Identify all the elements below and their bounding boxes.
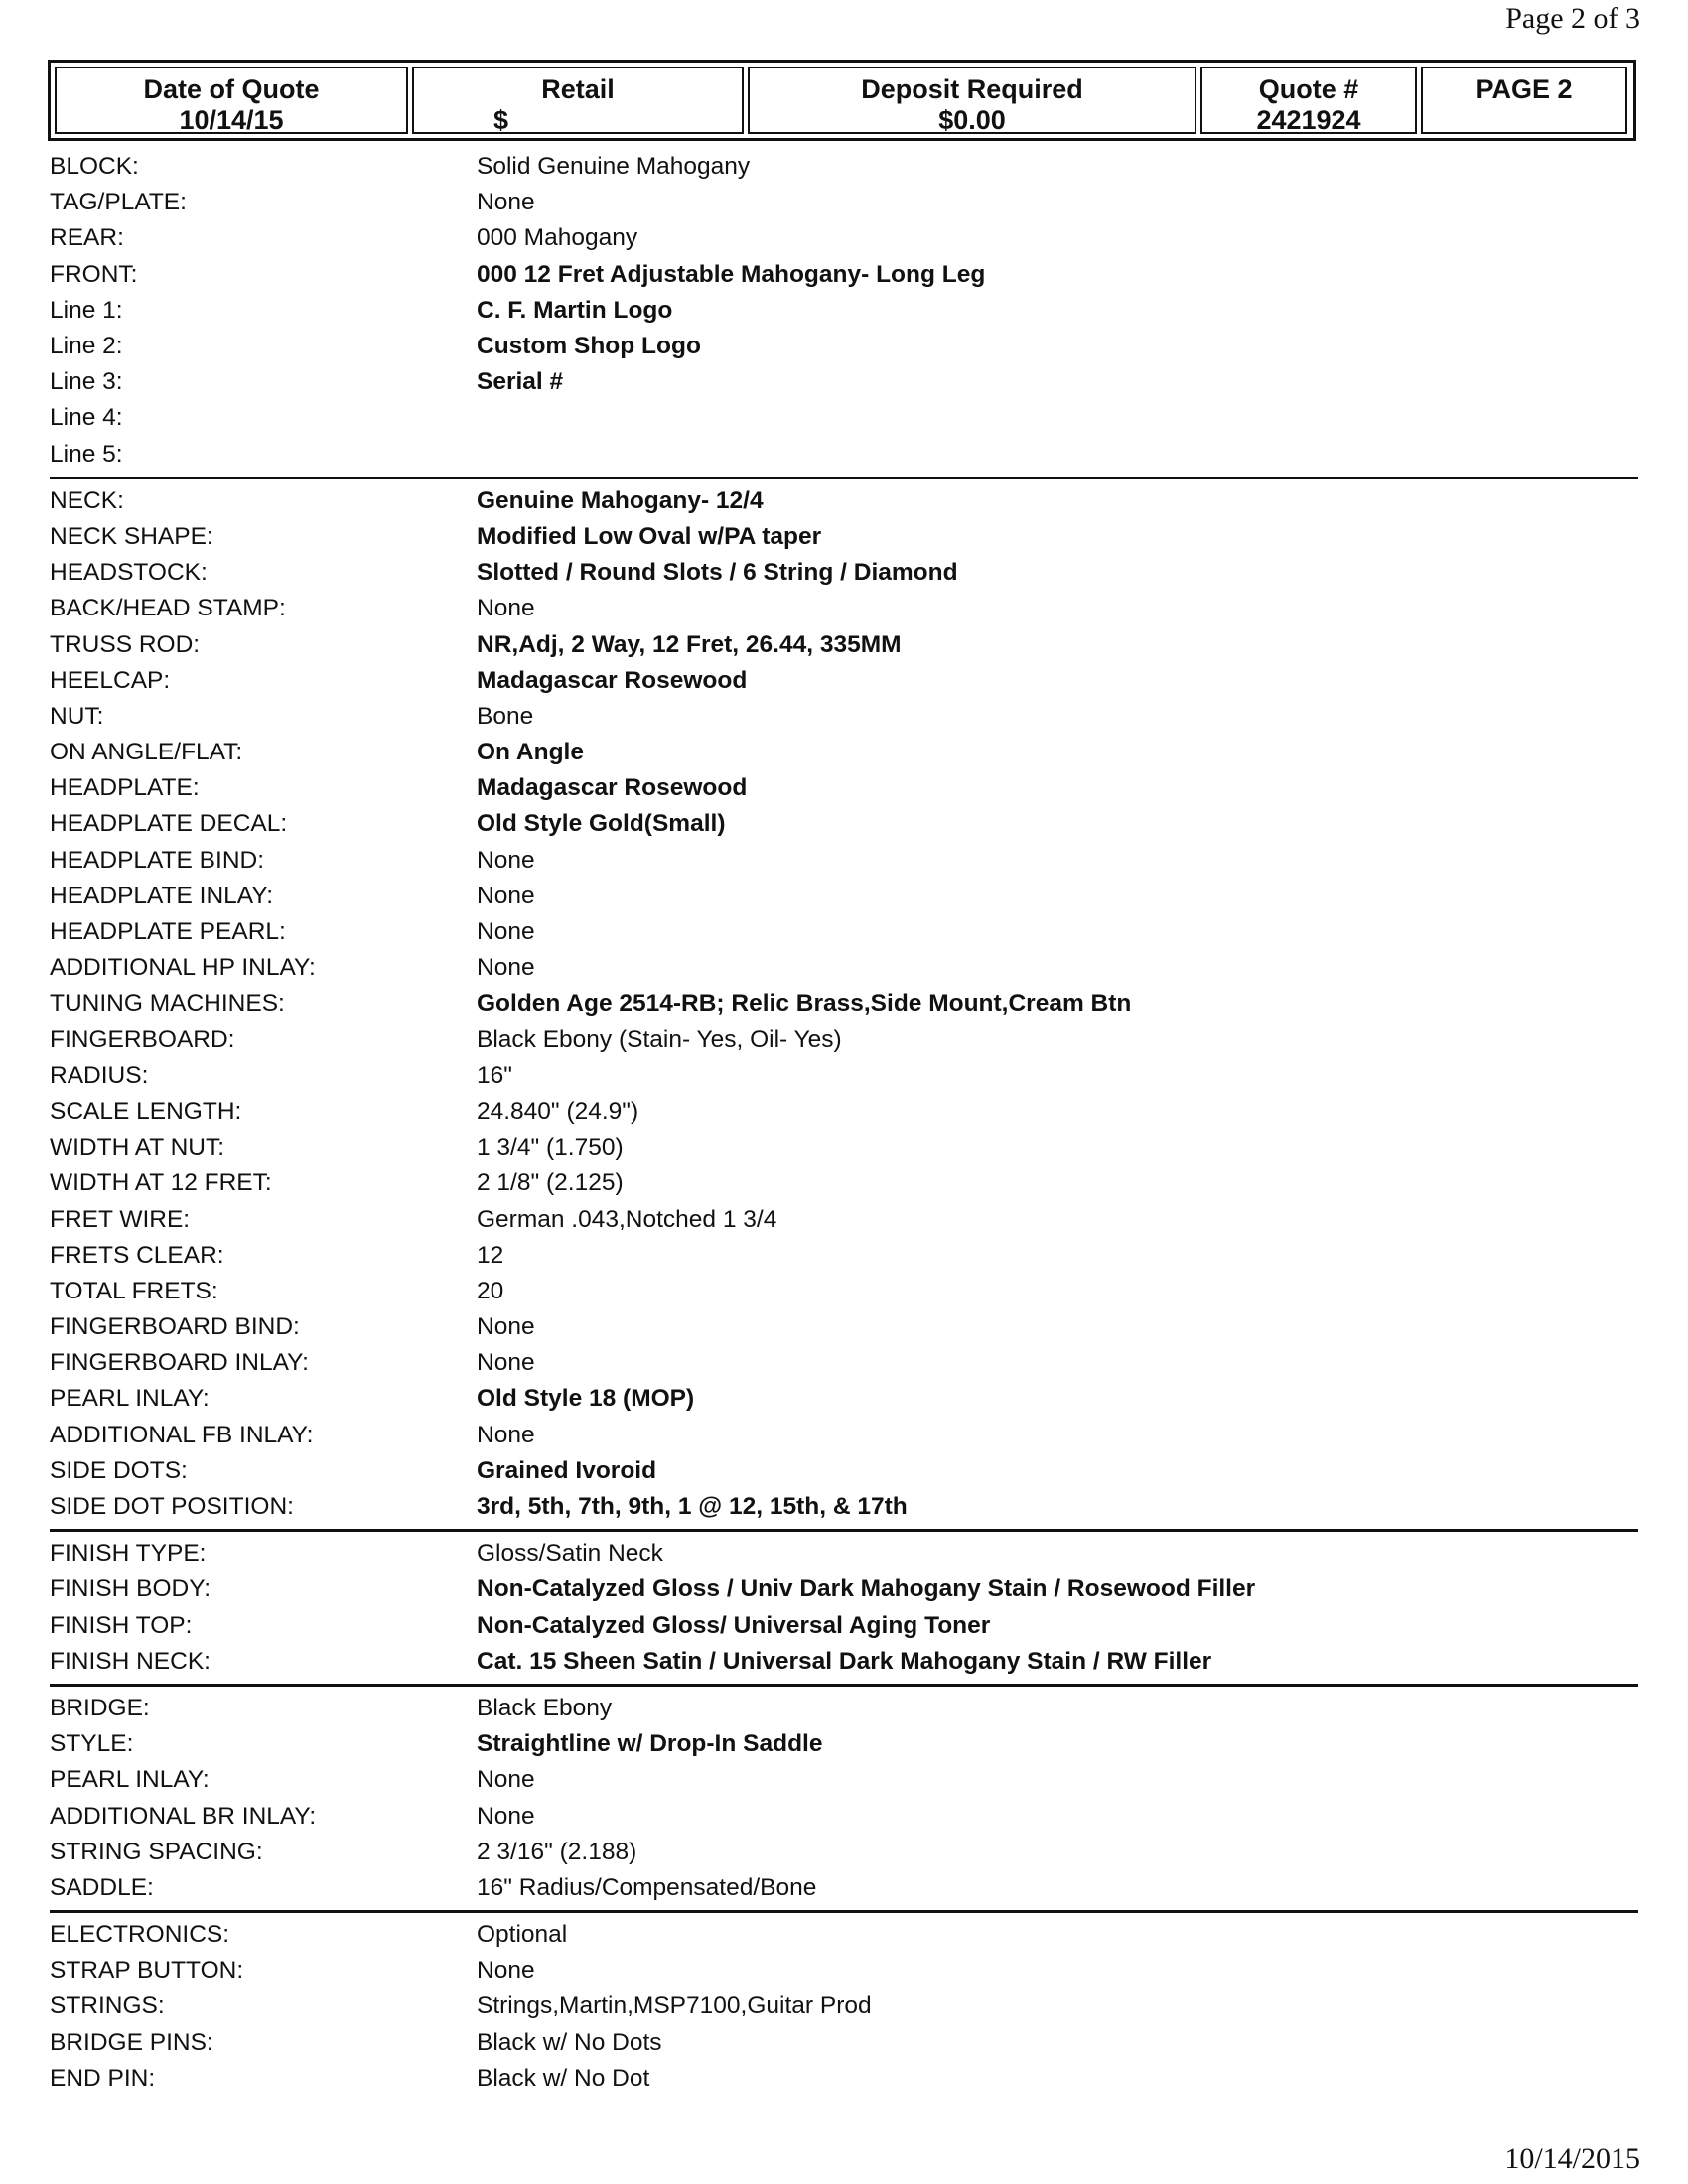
spec-value: None xyxy=(477,1421,535,1448)
spec-value: 3rd, 5th, 7th, 9th, 1 @ 12, 15th, & 17th xyxy=(477,1493,908,1521)
spec-row xyxy=(50,329,1638,364)
spec-section xyxy=(50,1532,1638,1687)
footer-date: 10/14/2015 xyxy=(1504,2142,1640,2175)
spec-label: REAR: xyxy=(50,224,124,252)
spec-row xyxy=(50,1798,1638,1834)
spec-label: FRET WIRE: xyxy=(50,1205,191,1233)
spec-row xyxy=(50,1691,1638,1726)
spec-row xyxy=(50,1835,1638,1870)
spec-label: PEARL INLAY: xyxy=(50,1766,210,1794)
spec-label: HEADPLATE BIND: xyxy=(50,846,265,874)
date-of-quote-value: 10/14/15 xyxy=(179,105,284,135)
spec-value: Old Style 18 (MOP) xyxy=(477,1385,695,1413)
spec-label: SIDE DOTS: xyxy=(50,1456,188,1484)
spec-row xyxy=(50,1309,1638,1345)
spec-label: NUT: xyxy=(50,702,104,730)
spec-label: Line 2: xyxy=(50,333,123,360)
spec-label: HEADPLATE PEARL: xyxy=(50,918,286,946)
spec-value: None xyxy=(477,954,535,982)
spec-row xyxy=(50,185,1638,220)
spec-label: Line 3: xyxy=(50,368,123,396)
page-label-cell xyxy=(1421,67,1627,134)
spec-label: STRINGS: xyxy=(50,1992,165,2020)
spec-value: Non-Catalyzed Gloss/ Universal Aging Toner xyxy=(477,1611,991,1639)
spec-label: FINGERBOARD INLAY: xyxy=(50,1349,309,1377)
spec-row xyxy=(50,735,1638,770)
spec-label: ADDITIONAL HP INLAY: xyxy=(50,954,316,982)
retail-value: $ xyxy=(493,105,509,135)
spec-label: END PIN: xyxy=(50,2064,156,2092)
spec-label: STRING SPACING: xyxy=(50,1838,263,1865)
spec-value: Bone xyxy=(477,702,534,730)
spec-value: None xyxy=(477,189,535,216)
spec-row xyxy=(50,843,1638,879)
spec-row xyxy=(50,1023,1638,1058)
spec-value: Gloss/Satin Neck xyxy=(477,1540,663,1568)
spec-row xyxy=(50,555,1638,591)
date-of-quote-cell xyxy=(55,67,408,134)
spec-value: None xyxy=(477,1766,535,1794)
spec-value: Non-Catalyzed Gloss / Univ Dark Mahogany Stain / Rosewood Filler xyxy=(477,1575,1256,1603)
spec-label: WIDTH AT NUT: xyxy=(50,1134,225,1161)
spec-value: Genuine Mahogany- 12/4 xyxy=(477,486,764,514)
deposit-required-label: Deposit Required xyxy=(861,74,1083,104)
spec-label: Line 4: xyxy=(50,404,123,432)
spec-value: 16" xyxy=(477,1061,512,1089)
spec-value: 24.840" (24.9") xyxy=(477,1097,639,1125)
spec-row xyxy=(50,437,1638,473)
page-label: PAGE 2 xyxy=(1476,74,1573,104)
spec-value: C. F. Martin Logo xyxy=(477,296,673,324)
spec-value: 000 Mahogany xyxy=(477,224,638,252)
spec-label: NECK SHAPE: xyxy=(50,522,213,550)
spec-value: None xyxy=(477,882,535,909)
spec-row xyxy=(50,1453,1638,1489)
spec-label: HEELCAP: xyxy=(50,666,171,694)
spec-label: BLOCK: xyxy=(50,153,139,181)
spec-row xyxy=(50,879,1638,914)
spec-label: FINISH NECK: xyxy=(50,1647,211,1675)
spec-section xyxy=(50,145,1638,479)
spec-label: FINGERBOARD: xyxy=(50,1025,235,1053)
spec-value: Madagascar Rosewood xyxy=(477,774,748,802)
spec-row xyxy=(50,483,1638,519)
spec-label: HEADPLATE INLAY: xyxy=(50,882,274,909)
quote-number-cell xyxy=(1200,67,1417,134)
spec-row xyxy=(50,806,1638,842)
spec-label: FINISH TYPE: xyxy=(50,1540,207,1568)
spec-row xyxy=(50,591,1638,626)
spec-row xyxy=(50,1201,1638,1237)
spec-label: STRAP BUTTON: xyxy=(50,1957,244,1984)
spec-label: HEADPLATE DECAL: xyxy=(50,810,288,838)
spec-label: HEADPLATE: xyxy=(50,774,200,802)
spec-label: TRUSS ROD: xyxy=(50,630,201,658)
spec-value: Madagascar Rosewood xyxy=(477,666,748,694)
spec-section xyxy=(50,479,1638,1532)
spec-value: Black w/ No Dot xyxy=(477,2064,650,2092)
spec-row xyxy=(50,1381,1638,1417)
spec-label: FINISH TOP: xyxy=(50,1611,193,1639)
spec-label: FRETS CLEAR: xyxy=(50,1241,224,1269)
spec-row xyxy=(50,663,1638,699)
spec-row xyxy=(50,1953,1638,1988)
spec-value: Slotted / Round Slots / 6 String / Diamond xyxy=(477,559,958,587)
spec-label: BACK/HEAD STAMP: xyxy=(50,595,286,622)
spec-value: Custom Shop Logo xyxy=(477,333,701,360)
spec-value: Strings,Martin,MSP7100,Guitar Prod xyxy=(477,1992,872,2020)
spec-row xyxy=(50,293,1638,329)
spec-row xyxy=(50,2025,1638,2061)
spec-value: 12 xyxy=(477,1241,504,1269)
spec-value: German .043,Notched 1 3/4 xyxy=(477,1205,777,1233)
spec-value: Modified Low Oval w/PA taper xyxy=(477,522,822,550)
spec-value: None xyxy=(477,918,535,946)
spec-value: None xyxy=(477,595,535,622)
spec-label: TUNING MACHINES: xyxy=(50,990,285,1018)
spec-row xyxy=(50,1165,1638,1201)
spec-label: STYLE: xyxy=(50,1730,134,1758)
spec-row xyxy=(50,986,1638,1022)
spec-section xyxy=(50,1687,1638,1913)
spec-row xyxy=(50,1489,1638,1525)
spec-value: 1 3/4" (1.750) xyxy=(477,1134,624,1161)
spec-row xyxy=(50,1988,1638,2024)
spec-value: None xyxy=(477,1313,535,1341)
spec-value: 16" Radius/Compensated/Bone xyxy=(477,1873,817,1901)
date-of-quote-label: Date of Quote xyxy=(143,74,320,104)
spec-label: NECK: xyxy=(50,486,124,514)
spec-row xyxy=(50,1345,1638,1381)
spec-row xyxy=(50,257,1638,293)
spec-value: Black Ebony (Stain- Yes, Oil- Yes) xyxy=(477,1025,842,1053)
spec-label: SIDE DOT POSITION: xyxy=(50,1493,294,1521)
spec-row xyxy=(50,364,1638,400)
spec-label: HEADSTOCK: xyxy=(50,559,208,587)
spec-value: Golden Age 2514-RB; Relic Brass,Side Mount,Cream Btn xyxy=(477,990,1132,1018)
quote-number-label: Quote # xyxy=(1258,74,1359,104)
spec-value: On Angle xyxy=(477,739,584,766)
spec-row xyxy=(50,914,1638,950)
spec-value: Black Ebony xyxy=(477,1694,613,1721)
spec-row xyxy=(50,519,1638,555)
spec-value: None xyxy=(477,846,535,874)
spec-value: None xyxy=(477,1957,535,1984)
spec-value: None xyxy=(477,1349,535,1377)
spec-value: Cat. 15 Sheen Satin / Universal Dark Mahogany Stain / RW Filler xyxy=(477,1647,1212,1675)
spec-value: Optional xyxy=(477,1921,568,1949)
spec-row xyxy=(50,1130,1638,1165)
spec-value: Solid Genuine Mahogany xyxy=(477,153,751,181)
spec-label: ON ANGLE/FLAT: xyxy=(50,739,243,766)
spec-row xyxy=(50,950,1638,986)
spec-row xyxy=(50,1726,1638,1762)
spec-row xyxy=(50,1418,1638,1453)
spec-label: WIDTH AT 12 FRET: xyxy=(50,1169,272,1197)
spec-label: FINISH BODY: xyxy=(50,1575,211,1603)
spec-value: Straightline w/ Drop-In Saddle xyxy=(477,1730,823,1758)
spec-row xyxy=(50,1571,1638,1607)
spec-section xyxy=(50,1913,1638,2101)
spec-label: FRONT: xyxy=(50,260,138,288)
spec-label: RADIUS: xyxy=(50,1061,149,1089)
retail-cell xyxy=(412,67,744,134)
deposit-required-value: $0.00 xyxy=(938,105,1006,135)
spec-row xyxy=(50,1870,1638,1906)
spec-row xyxy=(50,626,1638,662)
spec-row xyxy=(50,2061,1638,2097)
spec-value: 20 xyxy=(477,1277,504,1304)
spec-row xyxy=(50,1094,1638,1130)
spec-row xyxy=(50,149,1638,185)
spec-label: PEARL INLAY: xyxy=(50,1385,210,1413)
spec-value: NR,Adj, 2 Way, 12 Fret, 26.44, 335MM xyxy=(477,630,902,658)
spec-value: None xyxy=(477,1802,535,1830)
spec-label: SADDLE: xyxy=(50,1873,154,1901)
spec-row xyxy=(50,1058,1638,1094)
spec-label: ADDITIONAL FB INLAY: xyxy=(50,1421,314,1448)
spec-row xyxy=(50,1536,1638,1571)
deposit-required-cell xyxy=(748,67,1196,134)
spec-label: SCALE LENGTH: xyxy=(50,1097,242,1125)
spec-row xyxy=(50,770,1638,806)
spec-value: Serial # xyxy=(477,368,564,396)
spec-value: 2 1/8" (2.125) xyxy=(477,1169,624,1197)
spec-label: Line 5: xyxy=(50,440,123,468)
spec-value: 2 3/16" (2.188) xyxy=(477,1838,637,1865)
spec-label: FINGERBOARD BIND: xyxy=(50,1313,300,1341)
spec-label: BRIDGE PINS: xyxy=(50,2028,213,2056)
quote-header xyxy=(48,60,1636,141)
spec-row xyxy=(50,1644,1638,1680)
spec-row xyxy=(50,1238,1638,1274)
spec-label: TAG/PLATE: xyxy=(50,189,187,216)
spec-value: Grained Ivoroid xyxy=(477,1456,657,1484)
spec-value: 000 12 Fret Adjustable Mahogany- Long Leg xyxy=(477,260,986,288)
spec-label: ELECTRONICS: xyxy=(50,1921,230,1949)
spec-value: Black w/ No Dots xyxy=(477,2028,662,2056)
spec-row xyxy=(50,1274,1638,1309)
retail-label: Retail xyxy=(541,74,615,104)
spec-label: ADDITIONAL BR INLAY: xyxy=(50,1802,317,1830)
spec-value: Old Style Gold(Small) xyxy=(477,810,726,838)
spec-row xyxy=(50,220,1638,256)
spec-label: TOTAL FRETS: xyxy=(50,1277,218,1304)
spec-row xyxy=(50,400,1638,436)
spec-label: BRIDGE: xyxy=(50,1694,150,1721)
spec-row xyxy=(50,699,1638,735)
spec-row xyxy=(50,1917,1638,1953)
spec-list xyxy=(50,145,1638,2101)
page-indicator: Page 2 of 3 xyxy=(1505,2,1640,35)
spec-row xyxy=(50,1608,1638,1644)
quote-number-value: 2421924 xyxy=(1256,105,1361,135)
spec-label: Line 1: xyxy=(50,296,123,324)
spec-row xyxy=(50,1762,1638,1798)
